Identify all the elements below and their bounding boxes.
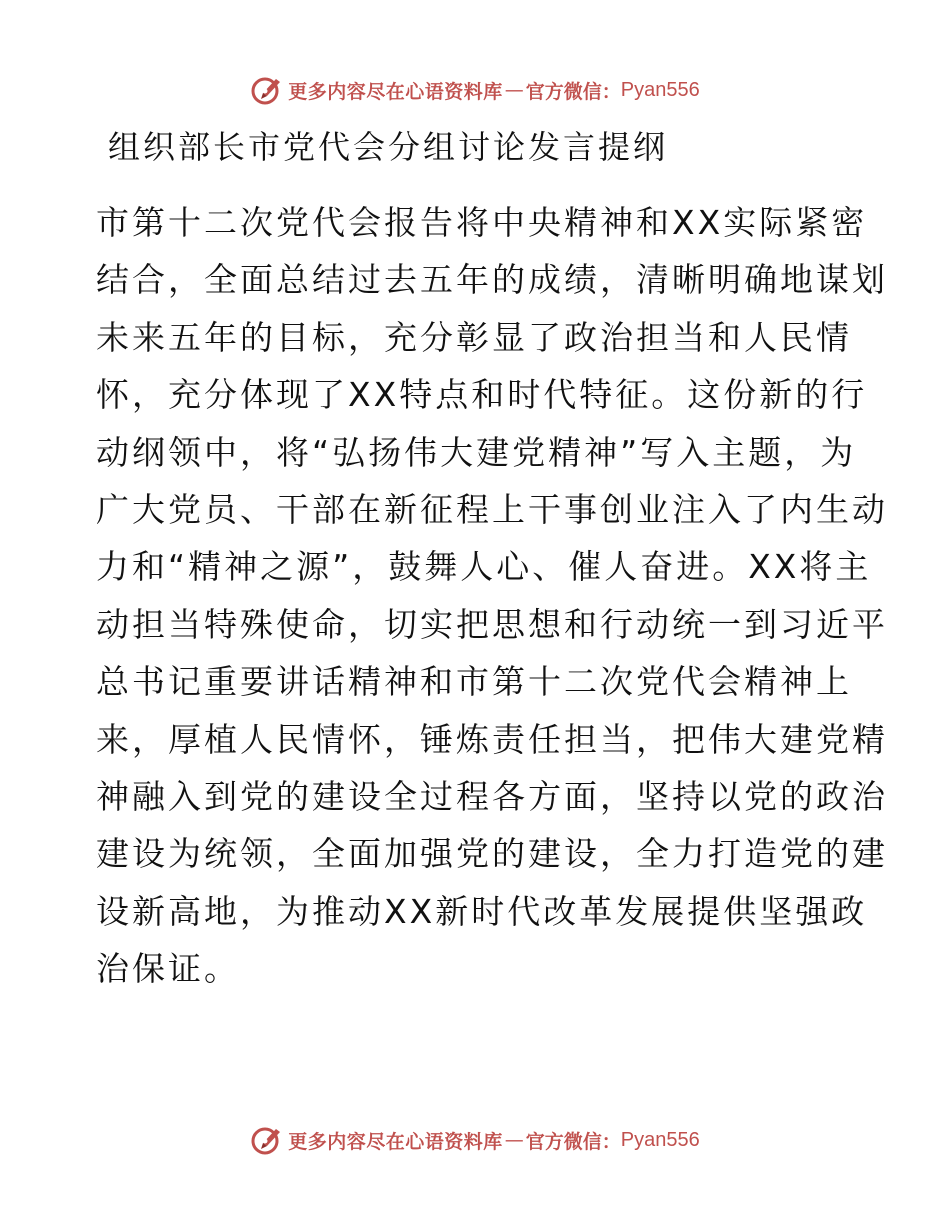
body-line: 力和“精神之源”，鼓舞人心、催人奋进。XX将主 <box>96 547 872 587</box>
footer-watermark <box>0 1120 950 1160</box>
body-line: 来，厚植人民情怀，锤炼责任担当，把伟大建党精 <box>96 719 888 759</box>
body-line: 结合，全面总结过去五年的成绩，清晰明确地谋划 <box>96 260 888 300</box>
body-line: 治保证。 <box>96 949 240 989</box>
body-line: 动担当特殊使命，切实把思想和行动统一到习近平 <box>96 604 888 644</box>
body-line: 广大党员、干部在新征程上干事创业注入了内生动 <box>96 489 888 529</box>
watermark-text: 更多内容尽在心语资料库 <box>288 80 503 103</box>
watermark-dash: — <box>504 1129 524 1151</box>
pen-nib-circle-icon <box>250 1123 284 1157</box>
watermark-label: 官方微信： <box>525 80 621 103</box>
watermark-text: 更多内容尽在心语资料库 <box>288 1130 503 1153</box>
body-line: 市第十二次党代会报告将中央精神和XX实际紧密 <box>96 203 868 242</box>
watermark-id: Pyan556 <box>620 1128 700 1151</box>
watermark-dash: — <box>504 79 524 101</box>
body-line: 建设为统领，全面加强党的建设，全力打造党的建 <box>96 834 888 874</box>
header-watermark <box>0 70 950 110</box>
body-line: 怀，充分体现了XX特点和时代特征。这份新的行 <box>96 375 868 415</box>
document-title: 组织部长市党代会分组讨论发言提纲 <box>108 128 669 166</box>
pen-nib-circle-icon <box>250 73 284 107</box>
body-line: 未来五年的目标，充分彰显了政治担当和人民情 <box>96 317 852 357</box>
body-line: 动纲领中，将“弘扬伟大建党精神”写入主题，为 <box>96 432 857 472</box>
body-line: 神融入到党的建设全过程各方面，坚持以党的政治 <box>96 776 888 816</box>
document-body <box>96 194 888 997</box>
body-line: 总书记重要讲话精神和市第十二次党代会精神上 <box>96 662 852 702</box>
watermark-label: 官方微信： <box>525 1130 621 1153</box>
watermark-id: Pyan556 <box>620 78 700 101</box>
body-line: 设新高地，为推动XX新时代改革发展提供坚强政 <box>96 891 868 931</box>
